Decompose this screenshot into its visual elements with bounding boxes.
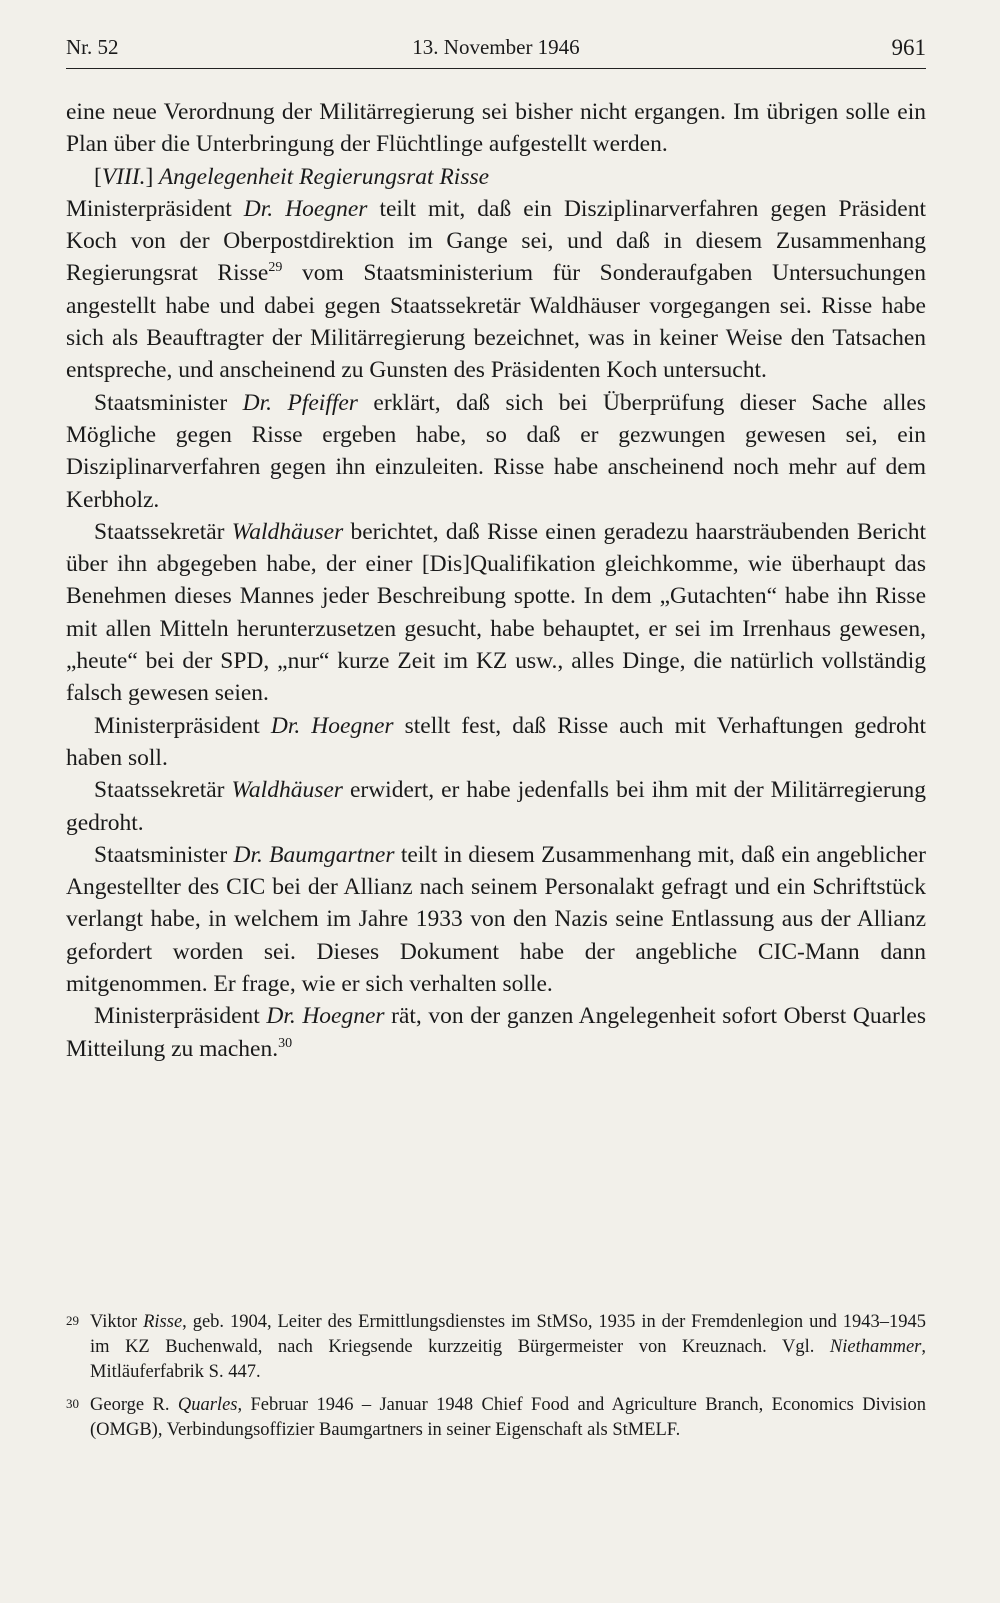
paragraph-7 [66, 839, 926, 1000]
issue-number: Nr. 52 [66, 35, 119, 59]
footnote-text: George R. [90, 1395, 178, 1415]
section-number: VIII. [101, 163, 146, 190]
speaker-name: Waldhäuser [231, 518, 344, 545]
footnote-text: , geb. 1904, Leiter des Ermittlungsdienstes im StMSo, 1935 in der Fremdenlegion und 1943–1945 im KZ Buchenwald, nach Kriegsende kurzzeitig Bürgermeister von Kreuznach. Vgl. [90, 1312, 926, 1357]
footnote-ref-30[interactable]: 30 [278, 1035, 293, 1051]
speaker-name: Dr. Hoegner [270, 712, 394, 739]
role-text: Ministerpräsident [66, 195, 244, 222]
role-text: Ministerpräsident [94, 712, 271, 739]
section-title: Angelegenheit Regierungsrat Risse [158, 163, 490, 190]
paragraph-2 [66, 193, 926, 387]
role-text: Staatsminister [94, 389, 243, 416]
statement-text: stellt fest, daß Risse auch mit Verhaftungen gedroht haben soll. [66, 712, 927, 771]
paragraph-3 [66, 387, 926, 516]
statement-text: teilt in diesem Zusammenhang mit, daß ein angeblicher Angestellter des CIC bei der Allianz nach seinem Personalakt gefragt und ein Schriftstück verlangt habe, in welchem im Jahre 1933 von den Nazis seine Entlassung aus der Allianz gefordert worden sei. Dieses Dokument habe der angebliche CIC-Mann dann mitgenommen. Er frage, wie er sich verhalten solle. [66, 841, 926, 998]
section-heading: [VIII.] Angelegenheit Regierungsrat Risse [94, 163, 490, 190]
speaker-name: Dr. Baumgartner [233, 841, 395, 868]
page-number: 961 [891, 35, 926, 60]
footnote-ref-29[interactable]: 29 [268, 260, 283, 276]
statement-text: rät, von der ganzen Angelegenheit sofort Oberst Quarles Mitteilung zu machen. [66, 1003, 926, 1062]
footnote-text: Viktor [90, 1312, 144, 1332]
running-header [66, 32, 926, 69]
footnote-text: , Februar 1946 – Januar 1948 Chief Food and Agriculture Branch, Economics Division (OMGB), Verbindungsoffizier Baumgartners in seiner Eigenschaft als StMELF. [90, 1395, 927, 1440]
paragraph-1: eine neue Verordnung der Militärregierung sei bisher nicht ergangen. Im übrigen solle ein Plan über die Unterbringung der Flüchtlinge aufgestellt werden. [66, 99, 926, 158]
role-text: Staatsminister [94, 841, 234, 868]
footnotes [66, 1310, 926, 1451]
role-text: Ministerpräsident [94, 1003, 267, 1030]
statement-text: erwidert, er habe jedenfalls bei ihm mit der Militärregierung gedroht. [66, 777, 926, 836]
paragraph-4 [66, 516, 926, 710]
person-name: Quarles [177, 1395, 238, 1415]
speaker-name: Waldhäuser [231, 777, 343, 804]
paragraph-5 [66, 710, 926, 775]
statement-text: teilt mit, daß ein Disziplinarverfahren gegen Präsident Koch von der Oberpostdirektion im Gange sei, und daß in diesem Zusammenhang Regierungsrat Risse [66, 195, 926, 287]
speaker-name: Dr. Hoegner [243, 195, 368, 222]
statement-text: vom Staatsministerium für Sonderaufgaben Untersuchungen angestellt habe und dabei gegen Staatssekretär Waldhäuser vorgegangen sei. Risse habe sich als Beauftragter der Militärregierung bezeichnet, was in keiner Weise den Tatsachen entspreche, und anscheinend zu Gunsten des Präsidenten Koch untersucht. [66, 260, 926, 384]
role-text: Staatssekretär [94, 518, 232, 545]
footnote-number: 29 [66, 1313, 79, 1328]
role-text: Staatssekretär [94, 777, 232, 804]
speaker-name: Dr. Hoegner [266, 1003, 385, 1030]
footnote-30 [66, 1393, 926, 1443]
statement-text: erklärt, daß sich bei Überprüfung dieser Sache alles Mögliche gegen Risse ergeben habe, so daß er gezwungen gewesen sei, ein Disziplinarverfahren gegen ihn einzuleiten. Risse habe anscheinend noch mehr auf dem Kerbholz. [66, 389, 926, 513]
cited-author: Niethammer [829, 1337, 922, 1357]
footnote-text: , Mitläuferfabrik S. 447. [90, 1337, 926, 1382]
statement-text: berichtet, daß Risse einen geradezu haarsträubenden Bericht über ihn abgegeben habe, der einer [Dis]Qualifikation gleichkomme, wie überhaupt das Benehmen dieses Mannes jeder Beschreibung spotte. In dem „Gutachten“ habe ihn Risse mit allen Mitteln herunterzusetzen gesucht, habe behauptet, er sei im Irrenhaus gewesen, „heute“ bei der SPD, „nur“ kurze Zeit im KZ usw., alles Dinge, die natürlich vollständig falsch gewesen seien. [66, 518, 926, 707]
paragraph-8 [66, 1000, 926, 1065]
main-text [66, 96, 926, 1065]
header-date: 13. November 1946 [412, 35, 580, 59]
footnote-number: 30 [66, 1396, 79, 1411]
person-name: Risse [143, 1312, 183, 1332]
footnote-29 [66, 1310, 926, 1385]
speaker-name: Dr. Pfeiffer [242, 389, 358, 416]
paragraph-6 [66, 774, 926, 839]
